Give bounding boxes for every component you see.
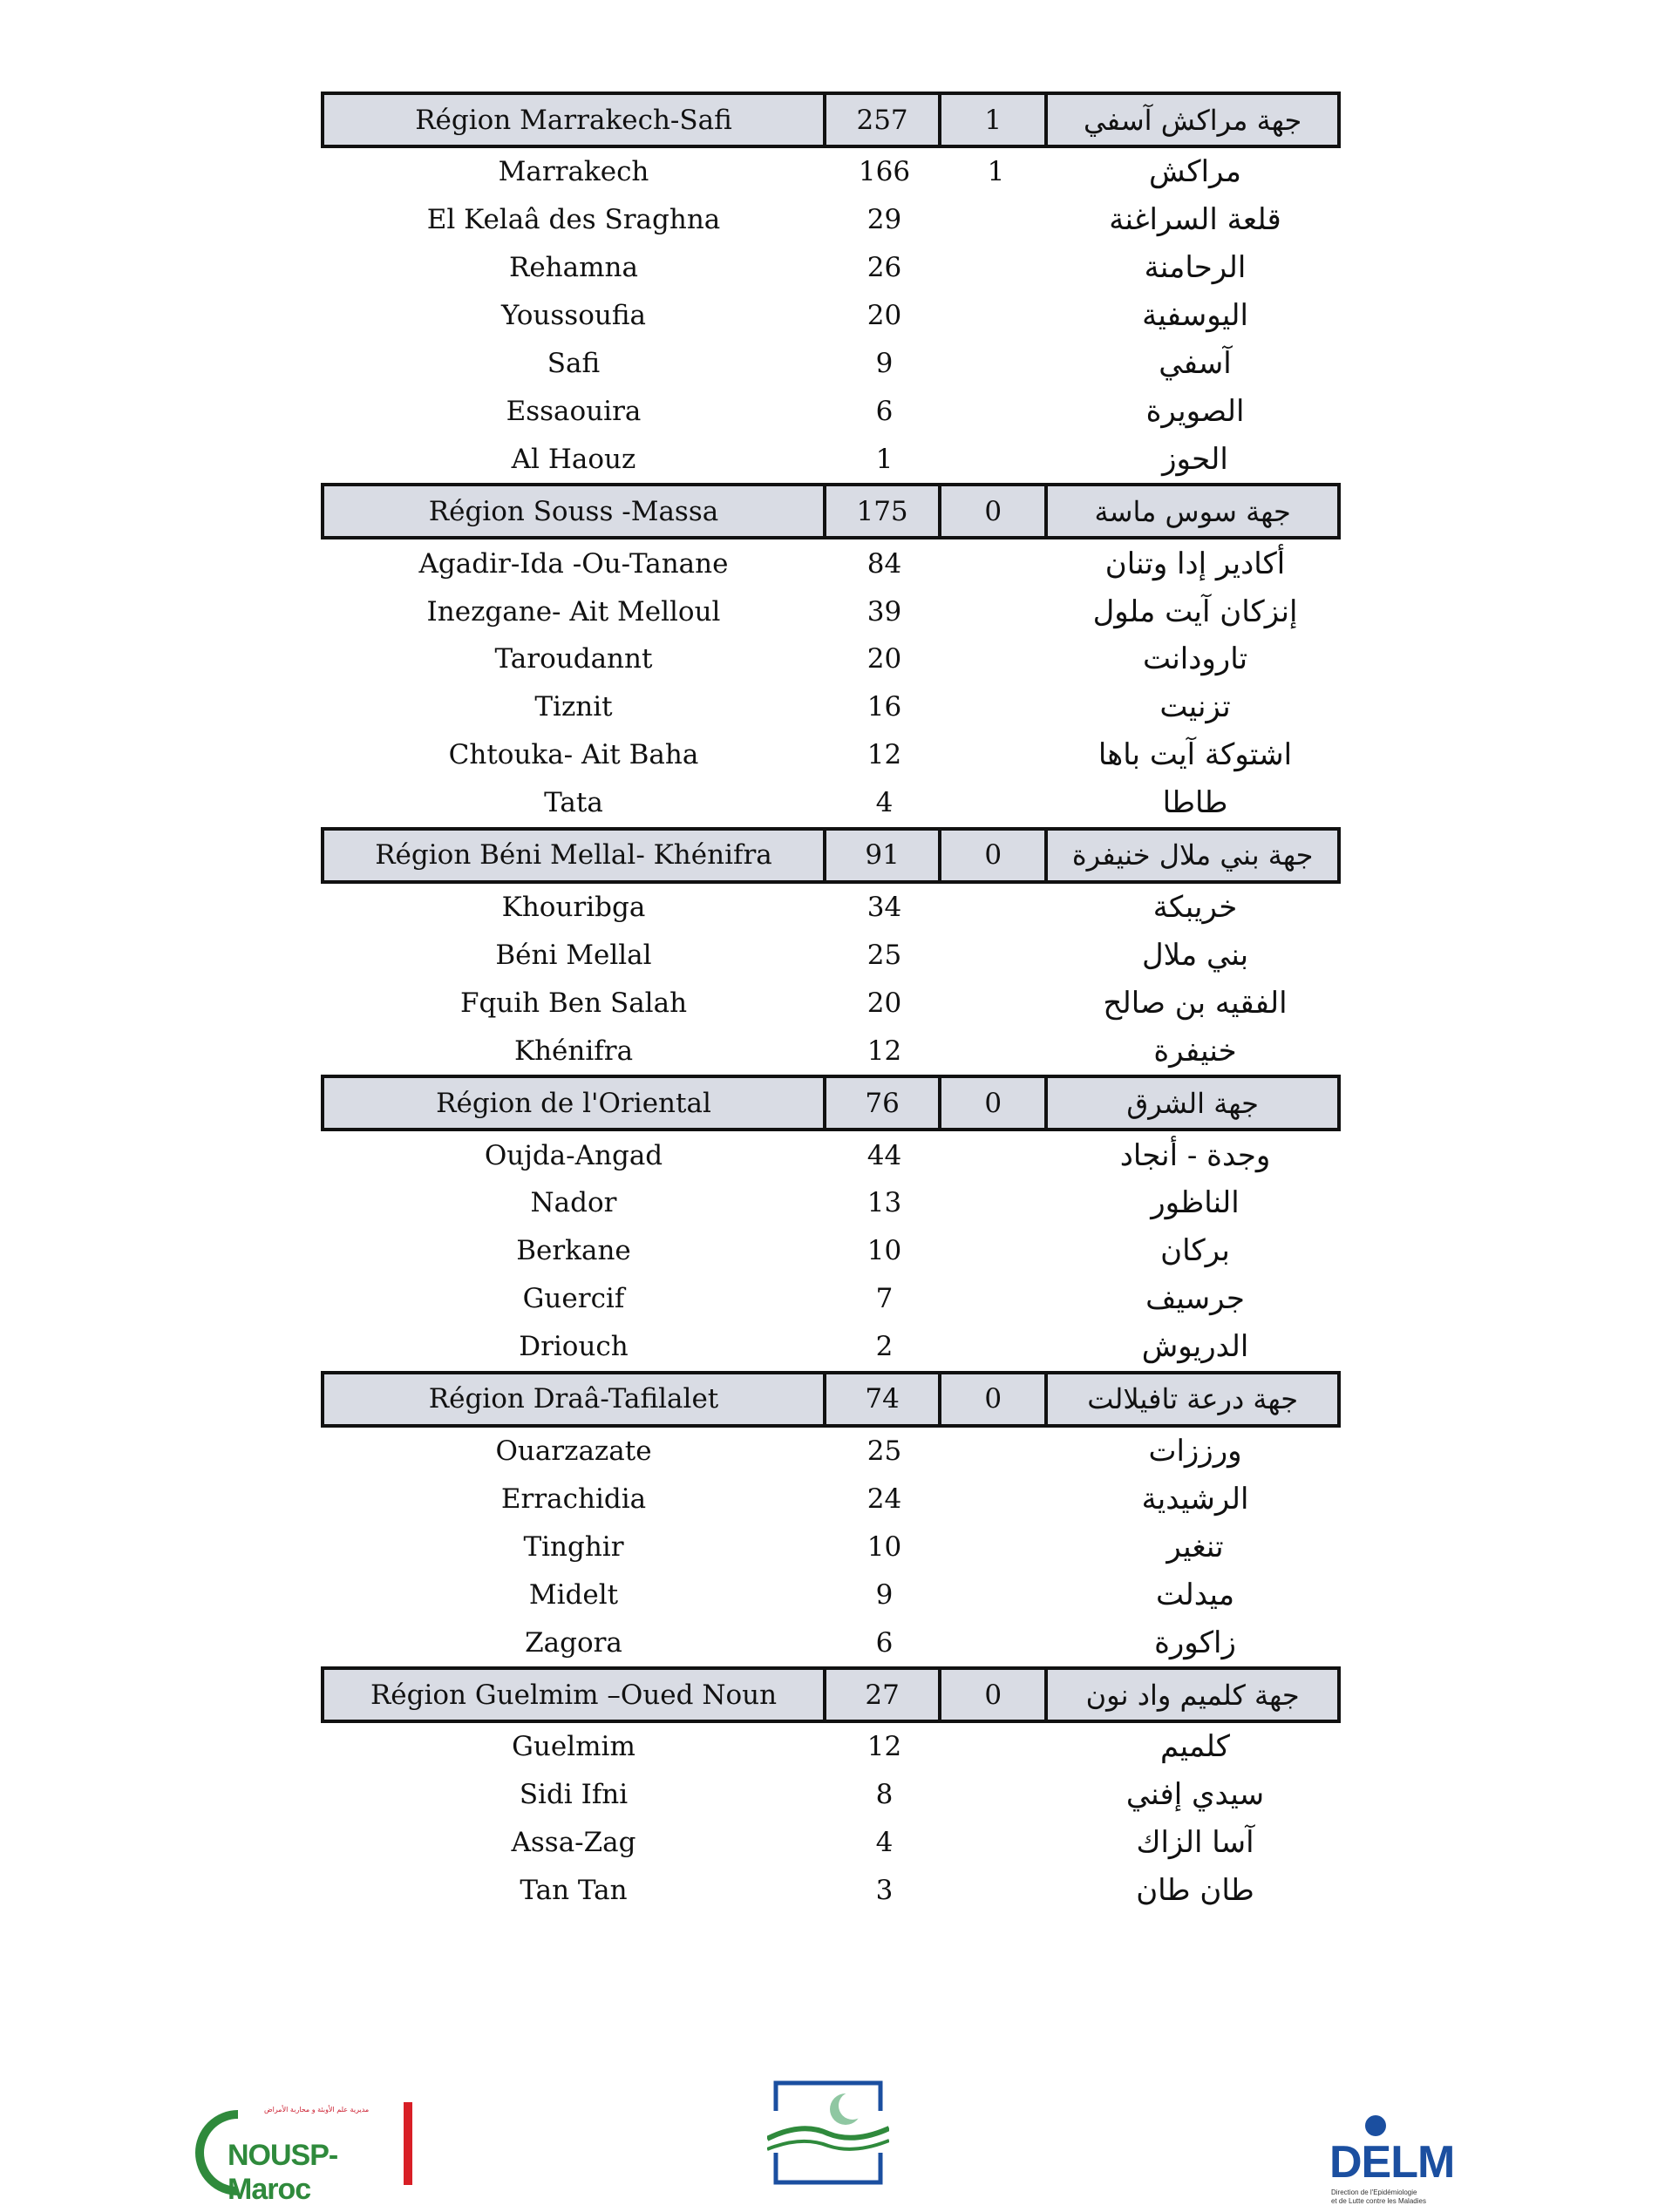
region-name-fr: Région Marrakech-Safi: [324, 95, 826, 145]
district-name-fr: Sidi Ifni: [519, 1779, 629, 1811]
district-name-ar: تارودانت: [1142, 641, 1248, 677]
district-new-cases: [942, 1867, 1050, 1915]
region-row: [321, 1371, 1341, 1428]
district-name-ar: اشتوكة آيت باها: [1098, 737, 1293, 773]
district-cases: 9: [875, 1578, 894, 1611]
region-row: [321, 1666, 1341, 1723]
district-name-fr: Essaouira: [506, 395, 642, 427]
district-name-ar: بني ملال: [1141, 937, 1249, 973]
district-cases: 13: [866, 1187, 902, 1219]
district-new-cases: [942, 1475, 1050, 1523]
district-name-fr: Ouarzazate: [495, 1435, 652, 1468]
region-new-cases: 0: [941, 1374, 1048, 1424]
region-name-ar: جهة سوس ماسة: [1094, 494, 1291, 528]
district-name-fr: Tinghir: [523, 1530, 624, 1563]
district-name-fr: Tan Tan: [520, 1875, 628, 1907]
district-name-ar: ميدلت: [1155, 1577, 1235, 1612]
district-new-cases: [942, 1523, 1050, 1571]
district-name-ar: آسا الزاك: [1136, 1825, 1254, 1861]
district-name-ar: سيدي إفني: [1125, 1777, 1265, 1813]
nousp-red-bar: [404, 2102, 412, 2185]
region-cases: 27: [826, 1670, 941, 1720]
district-row: [321, 244, 1341, 292]
district-new-cases: [942, 1027, 1050, 1075]
district-new-cases: [942, 387, 1050, 435]
district-new-cases: [942, 683, 1050, 731]
district-name-fr: Berkane: [516, 1235, 631, 1267]
district-cases: 44: [866, 1139, 902, 1171]
district-row: [321, 1523, 1341, 1571]
district-name-fr: Khouribga: [501, 892, 646, 924]
district-new-cases: [942, 340, 1050, 388]
region-cases: 76: [826, 1078, 941, 1128]
district-row: [321, 1027, 1341, 1075]
district-name-ar: اليوسفية: [1142, 298, 1248, 334]
district-row: [321, 1771, 1341, 1819]
district-row: [321, 587, 1341, 635]
district-new-cases: [942, 1275, 1050, 1323]
district-name-ar: زاكورة: [1154, 1625, 1236, 1660]
region-name-fr: Région Béni Mellal- Khénifra: [324, 831, 826, 880]
district-new-cases: [942, 587, 1050, 635]
district-row: [321, 1618, 1341, 1666]
district-name-fr: Chtouka- Ait Baha: [448, 739, 699, 771]
region-name-fr: Région Souss -Massa: [324, 486, 826, 536]
region-cases: 91: [826, 831, 941, 880]
region-cases: 175: [826, 486, 941, 536]
region-row: [321, 483, 1341, 539]
district-cases: 29: [866, 204, 902, 236]
ministry-logo: [767, 2076, 889, 2189]
district-name-ar: الدريوش: [1141, 1329, 1249, 1365]
district-cases: 4: [875, 1827, 894, 1859]
district-cases: 12: [866, 1731, 902, 1763]
district-row: [321, 196, 1341, 244]
district-new-cases: [942, 731, 1050, 779]
district-name-fr: El Kelaâ des Sraghna: [426, 204, 721, 236]
district-name-ar: إنزكان آيت ملول: [1092, 594, 1298, 629]
district-cases: 39: [866, 595, 902, 628]
region-name-ar: جهة بني ملال خنيفرة: [1071, 838, 1314, 872]
district-new-cases: [942, 539, 1050, 587]
district-new-cases: [942, 1131, 1050, 1179]
region-name-fr: Région Draâ-Tafilalet: [324, 1374, 826, 1424]
district-cases: 4: [875, 787, 894, 819]
district-row: [321, 1428, 1341, 1476]
nousp-logo: [194, 2102, 417, 2206]
region-new-cases: 0: [941, 831, 1048, 880]
region-cases: 74: [826, 1374, 941, 1424]
region-name-ar: جهة درعة تافيلالت: [1087, 1382, 1299, 1416]
district-cases: 12: [866, 1035, 902, 1067]
district-row: [321, 931, 1341, 979]
district-name-fr: Errachidia: [500, 1483, 647, 1515]
district-cases: 26: [866, 252, 902, 284]
district-row: [321, 1475, 1341, 1523]
district-row: [321, 731, 1341, 779]
district-row: [321, 539, 1341, 587]
district-cases: 16: [866, 691, 902, 723]
region-name-ar: جهة مراكش آسفي: [1083, 103, 1302, 137]
cases-table: [321, 92, 1341, 1915]
footer-logos: [0, 2066, 1665, 2212]
district-row: [321, 435, 1341, 483]
district-name-ar: قلعة السراغنة: [1109, 202, 1281, 238]
district-name-ar: أكادير إدا وتنان: [1104, 546, 1286, 581]
district-cases: 24: [866, 1483, 902, 1515]
district-row: [321, 635, 1341, 683]
district-name-ar: وجدة - أنجاد: [1119, 1137, 1271, 1173]
region-name-ar: جهة الشرق: [1126, 1086, 1259, 1120]
region-name-fr: Région de l'Oriental: [324, 1078, 826, 1128]
district-new-cases: [942, 779, 1050, 827]
delm-subtitle: Direction de l'Epidémiologie et de Lutte contre les Maladies: [1331, 2188, 1426, 2205]
district-name-fr: Rehamna: [509, 252, 638, 284]
district-new-cases: [942, 1723, 1050, 1771]
district-cases: 6: [875, 1626, 894, 1659]
district-name-ar: الصويرة: [1145, 393, 1245, 429]
district-row: [321, 1131, 1341, 1179]
district-cases: 20: [866, 987, 902, 1019]
district-name-ar: جرسيف: [1145, 1281, 1245, 1317]
region-new-cases: 1: [941, 95, 1048, 145]
district-new-cases: [942, 884, 1050, 932]
district-row: [321, 979, 1341, 1027]
nousp-wordmark: NOUSP-Maroc: [228, 2139, 338, 2206]
region-new-cases: 0: [941, 486, 1048, 536]
district-row: [321, 340, 1341, 388]
district-row: [321, 1819, 1341, 1867]
district-new-cases: [942, 635, 1050, 683]
district-cases: 1: [875, 443, 894, 475]
district-cases: 20: [866, 300, 902, 332]
district-new-cases: [942, 1571, 1050, 1618]
ministry-emblem-icon: [767, 2076, 889, 2189]
district-cases: 9: [875, 348, 894, 379]
district-name-fr: Safi: [547, 348, 601, 379]
district-cases: 84: [866, 547, 902, 580]
region-name-fr: Région Guelmim –Oued Noun: [324, 1670, 826, 1720]
district-name-fr: Zagora: [525, 1626, 622, 1659]
district-new-cases: [942, 1618, 1050, 1666]
district-name-fr: Fquih Ben Salah: [459, 987, 688, 1019]
delm-wordmark: DELM: [1329, 2137, 1455, 2188]
district-new-cases: [942, 979, 1050, 1027]
district-name-fr: Inezgane- Ait Melloul: [426, 595, 721, 628]
district-row: [321, 1723, 1341, 1771]
district-row: [321, 779, 1341, 827]
district-name-ar: طان طان: [1136, 1873, 1254, 1909]
region-row: [321, 1075, 1341, 1131]
district-name-ar: خنيفرة: [1153, 1033, 1237, 1069]
district-cases: 12: [866, 739, 902, 771]
district-name-fr: Guelmim: [512, 1731, 635, 1763]
district-cases: 2: [875, 1331, 894, 1363]
district-name-ar: خريبكة: [1152, 890, 1238, 926]
region-cases: 257: [826, 95, 941, 145]
district-name-ar: الرحامنة: [1144, 250, 1247, 286]
district-new-cases: [942, 1179, 1050, 1227]
region-row: [321, 827, 1341, 884]
delm-logo: [1329, 2114, 1465, 2211]
district-name-ar: الحوز: [1162, 441, 1228, 477]
district-name-fr: Agadir-Ida -Ou-Tanane: [418, 547, 729, 580]
district-name-ar: مراكش: [1149, 154, 1241, 190]
district-new-cases: 1: [987, 156, 1005, 188]
district-row: [321, 148, 1341, 196]
district-row: [321, 1571, 1341, 1618]
district-name-fr: Guercif: [522, 1283, 625, 1315]
district-row: [321, 1227, 1341, 1275]
district-name-fr: Driouch: [519, 1331, 629, 1363]
district-name-ar: ورززات: [1148, 1434, 1242, 1469]
district-row: [321, 1179, 1341, 1227]
district-row: [321, 1867, 1341, 1915]
district-cases: 7: [875, 1283, 894, 1315]
district-new-cases: [942, 435, 1050, 483]
district-name-fr: Marrakech: [498, 156, 649, 188]
district-cases: 34: [866, 892, 902, 924]
district-cases: 166: [858, 156, 911, 188]
region-name-ar: جهة كلميم واد نون: [1085, 1678, 1300, 1712]
region-row: [321, 92, 1341, 148]
district-new-cases: [942, 1227, 1050, 1275]
district-name-fr: Nador: [530, 1187, 617, 1219]
district-name-ar: بركان: [1160, 1233, 1230, 1269]
district-name-fr: Taroudannt: [494, 643, 653, 675]
district-name-fr: Béni Mellal: [495, 939, 652, 971]
district-cases: 25: [866, 1435, 902, 1468]
district-new-cases: [942, 1771, 1050, 1819]
district-name-ar: الرشيدية: [1141, 1481, 1249, 1517]
district-new-cases: [942, 244, 1050, 292]
region-new-cases: 0: [941, 1078, 1048, 1128]
district-name-fr: Tata: [544, 787, 603, 819]
district-cases: 3: [875, 1875, 894, 1907]
district-row: [321, 1323, 1341, 1371]
district-name-ar: تنغير: [1166, 1529, 1224, 1564]
district-name-fr: Youssoufia: [500, 300, 646, 332]
district-row: [321, 292, 1341, 340]
district-new-cases: [942, 931, 1050, 979]
district-cases: 10: [866, 1235, 902, 1267]
district-row: [321, 683, 1341, 731]
district-cases: 6: [875, 395, 894, 427]
district-cases: 10: [866, 1530, 902, 1563]
district-row: [321, 1275, 1341, 1323]
district-name-fr: Oujda-Angad: [484, 1139, 663, 1171]
district-name-ar: الفقيه بن صالح: [1103, 985, 1288, 1021]
region-new-cases: 0: [941, 1670, 1048, 1720]
district-new-cases: [942, 292, 1050, 340]
district-new-cases: [942, 1428, 1050, 1476]
district-name-fr: Al Haouz: [511, 443, 636, 475]
district-new-cases: [942, 1323, 1050, 1371]
district-cases: 25: [866, 939, 902, 971]
district-name-ar: تزنيت: [1159, 689, 1231, 725]
district-row: [321, 884, 1341, 932]
district-name-fr: Khénifra: [513, 1035, 634, 1067]
district-cases: 20: [866, 643, 902, 675]
nousp-top-text: مديرية علم الأوبئة و محاربة الأمراض: [264, 2106, 370, 2114]
district-name-fr: Tiznit: [534, 691, 613, 723]
district-name-ar: كلميم: [1160, 1729, 1230, 1765]
district-name-ar: الناظور: [1151, 1185, 1240, 1221]
district-name-fr: Assa-Zag: [511, 1827, 636, 1859]
district-name-ar: آسفي: [1159, 346, 1232, 381]
district-row: [321, 387, 1341, 435]
district-cases: 8: [875, 1779, 894, 1811]
district-new-cases: [942, 1819, 1050, 1867]
district-name-ar: طاطا: [1162, 785, 1228, 821]
district-name-fr: Midelt: [528, 1578, 619, 1611]
district-new-cases: [942, 196, 1050, 244]
